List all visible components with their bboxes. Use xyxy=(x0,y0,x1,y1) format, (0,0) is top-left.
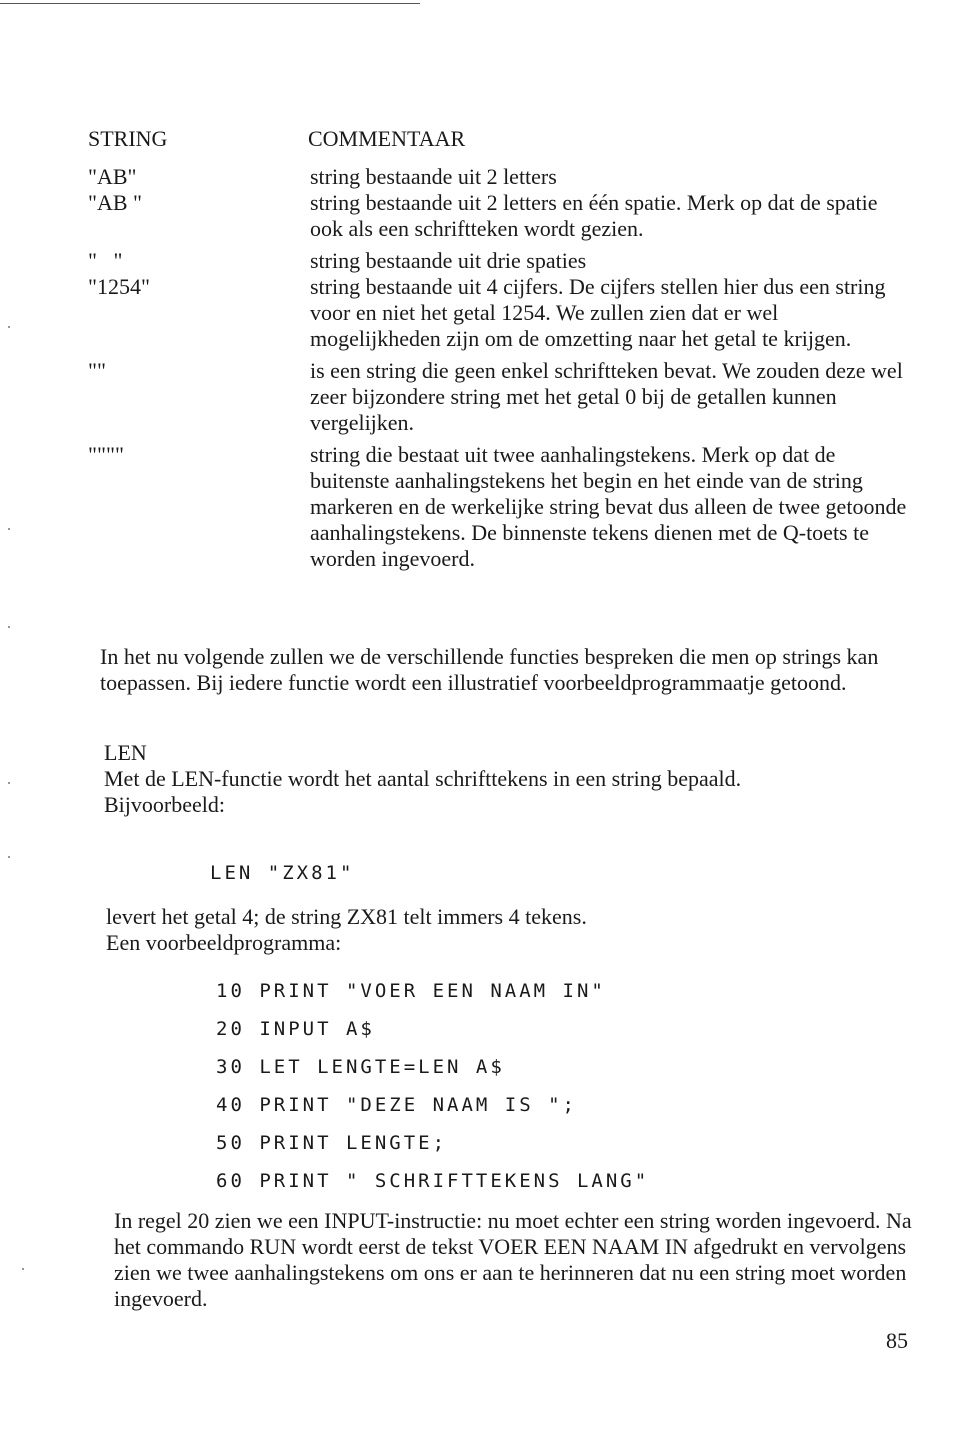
margin-speck xyxy=(8,528,10,530)
string-cell: """" xyxy=(88,442,124,467)
string-cell: "AB " xyxy=(88,190,143,215)
comment-cell: string bestaande uit 2 letters xyxy=(310,164,557,189)
program-line: 60 PRINT " SCHRIFTTEKENS LANG" xyxy=(216,1170,650,1192)
margin-speck xyxy=(22,1268,24,1270)
len-section xyxy=(104,740,894,818)
string-table xyxy=(88,126,908,572)
intro-paragraph: In het nu volgende zullen we de verschillende functies bespreken die men op strings kan toepassen. Bij iedere functie wordt een illustratief voorbeeldprogrammaatje getoond. xyxy=(100,644,879,695)
program-line: 10 PRINT "VOER EEN NAAM IN" xyxy=(216,980,606,1002)
header-comment: COMMENTAAR xyxy=(308,126,466,151)
program-line: 40 PRINT "DEZE NAAM IS "; xyxy=(216,1094,577,1116)
len-heading: LEN xyxy=(104,740,147,765)
result-block xyxy=(106,904,896,956)
string-cell: " " xyxy=(88,248,123,273)
comment-cell: string die bestaat uit twee aanhalingstekens. Merk op dat de buitenste aanhalingstekens het begin en het einde van de string markeren en de werkelijke string bevat dus alleen de twee getoonde aanhalingstekens. De binnenste tekens dienen met de Q-toets te worden ingevoerd. xyxy=(310,442,907,571)
table-row xyxy=(88,190,908,242)
margin-speck xyxy=(8,782,10,784)
margin-speck xyxy=(8,326,10,328)
program-line: 30 LET LENGTE=LEN A$ xyxy=(216,1056,505,1078)
program-line: 20 INPUT A$ xyxy=(216,1018,375,1040)
margin-speck xyxy=(8,626,10,628)
len-description: Met de LEN-functie wordt het aantal schrifttekens in een string bepaald. xyxy=(104,766,742,791)
result-text: levert het getal 4; de string ZX81 telt immers 4 tekens. xyxy=(106,904,587,929)
comment-cell: string bestaande uit drie spaties xyxy=(310,248,587,273)
example-code: LEN "ZX81" xyxy=(210,862,355,884)
program-label: Een voorbeeldprogramma: xyxy=(106,930,342,955)
table-row xyxy=(88,164,908,190)
string-cell: "1254" xyxy=(88,274,150,299)
closing-paragraph: In regel 20 zien we een INPUT-instructie: nu moet echter een string worden ingevoerd. Na het commando RUN wordt eerst de tekst VOER EEN NAAM IN afgedrukt en vervolgens zien we twee aanhalingstekens om ons er aan te herinneren dat nu een string moet worden ingevoerd. xyxy=(114,1208,912,1311)
program-listing xyxy=(216,980,649,1208)
comment-cell: is een string die geen enkel schriftteken bevat. We zouden deze wel zeer bijzondere string met het getal 0 bij de getallen kunnen vergelijken. xyxy=(310,358,903,435)
header-string: STRING xyxy=(88,126,168,151)
top-rule xyxy=(0,3,420,4)
table-header xyxy=(88,126,908,152)
margin-speck xyxy=(8,856,10,858)
program-line: 50 PRINT LENGTE; xyxy=(216,1132,448,1154)
string-cell: "AB" xyxy=(88,164,137,189)
table-row xyxy=(88,442,908,572)
table-row xyxy=(88,274,908,352)
string-cell: "" xyxy=(88,358,106,383)
comment-cell: string bestaande uit 2 letters en één spatie. Merk op dat de spatie ook als een schriftteken wordt gezien. xyxy=(310,190,878,241)
table-row xyxy=(88,248,908,274)
page-number: 85 xyxy=(886,1328,908,1353)
example-label: Bijvoorbeeld: xyxy=(104,792,225,817)
table-row xyxy=(88,358,908,436)
comment-cell: string bestaande uit 4 cijfers. De cijfers stellen hier dus een string voor en niet het getal 1254. We zullen zien dat er wel mogelijkheden zijn om de omzetting naar het getal te krijgen. xyxy=(310,274,886,351)
